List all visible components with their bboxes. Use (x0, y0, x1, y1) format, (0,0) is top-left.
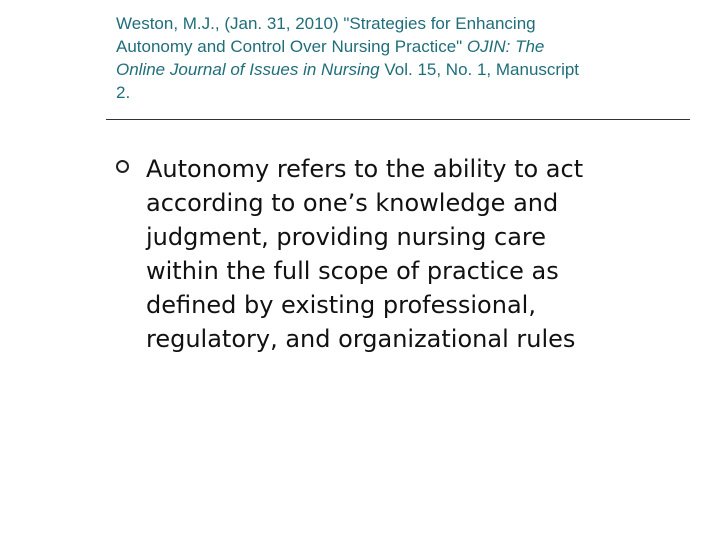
bullet-line-5: defined by existing professional, (146, 291, 536, 319)
bullet-line-2: according to one’s knowledge and (146, 189, 559, 217)
bullet-line-1: Autonomy refers to the ability to act (146, 155, 584, 183)
citation-volume-info: Vol. 15, No. 1, Manuscript (379, 60, 580, 79)
bullet-text (146, 152, 706, 356)
citation-line-4: 2. (116, 83, 131, 102)
citation-line-2-text: Autonomy and Control Over Nursing Practice" (116, 37, 467, 56)
header-divider (106, 119, 690, 120)
citation-header (116, 12, 686, 104)
citation-journal-name-part-1: OJIN: The (466, 37, 545, 56)
bullet-line-4: within the full scope of practice as (146, 257, 559, 285)
hollow-circle-bullet-icon (116, 160, 129, 173)
citation-journal-name-part-2: Online Journal of Issues in Nursing (116, 60, 380, 79)
citation-line-2 (116, 35, 686, 58)
citation-line-3 (116, 58, 686, 81)
bullet-line-3: judgment, providing nursing care (146, 223, 547, 251)
citation-line-1: Weston, M.J., (Jan. 31, 2010) "Strategies for Enhancing (116, 14, 536, 33)
bullet-line-6: regulatory, and organizational rules (146, 325, 576, 353)
